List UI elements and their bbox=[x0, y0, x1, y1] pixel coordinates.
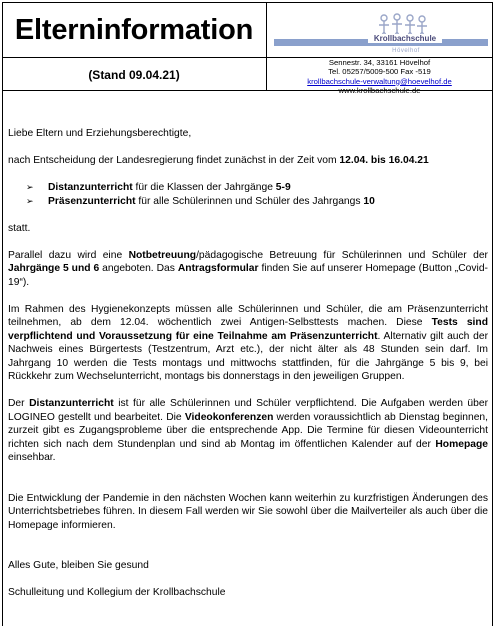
list-item: ➢ Präsenzunterricht für alle Schülerinnen und Schüler des Jahrgangs 10 bbox=[26, 195, 375, 207]
list-item: ➢ Distanzunterricht für die Klassen der Jahrgänge 5-9 bbox=[26, 182, 291, 193]
address-street: Sennestr. 34, 33161 Hövelhof bbox=[328, 58, 431, 67]
arrow-bullet-icon: ➢ bbox=[26, 195, 34, 206]
hygiene-paragraph: Im Rahmen des Hygienekonzepts müssen alle Schülerinnen und Schüler, die am Präsenzunterricht teilnehmen, ab dem 12.04. wöchentlich zwei Antigen-Selbsttests machen. Diese Tests sind verpflichtend und Voraussetzung für eine Teilnahme am Präsenzunterricht. Alternativ gilt auch der Nachweis eines Bürgertests (Testzentrum, Arzt etc.), der nicht älter als 48 Stunden sein darf. Im Jahrgang 10 werden die Tests montags und mittwochs stattfinden, für die Jahrgänge 5 bis 9, bei Rückkehr zum Wechselunterricht, montags bis donnerstags in den jeweiligen Gruppen. bbox=[8, 303, 488, 382]
logo-name: Krollbachschule bbox=[368, 34, 442, 43]
arrow-bullet-icon: ➢ bbox=[26, 182, 34, 192]
signature-text: Schulleitung und Kollegium der Krollbachschule bbox=[8, 587, 226, 598]
intro-paragraph: nach Entscheidung der Landesregierung findet zunächst in der Zeit vom 12.04. bis 16.04.21 bbox=[8, 155, 429, 166]
notbetreuung-paragraph: Parallel dazu wird eine Notbetreuung/pädagogische Betreuung für Schülerinnen und Schüler der Jahrgänge 5 und 6 angeboten. Das Antragsformular finden Sie auf unserer Homepage (Button „Covid-19“). bbox=[8, 249, 488, 288]
school-logo bbox=[270, 8, 488, 54]
stand-date: (Stand 09.04.21) bbox=[88, 68, 180, 82]
entwicklung-paragraph: Die Entwicklung der Pandemie in den nächsten Wochen kann weiterhin zu kurzfristigen Änderungen des Unterrichtsbetriebes führen. In diesem Fall werden wir Sie sowohl über die Mailverteiler als auch über die Homepage informieren. bbox=[8, 492, 488, 531]
class-list bbox=[8, 181, 488, 208]
school-address bbox=[268, 58, 491, 95]
statt-text: statt. bbox=[8, 222, 31, 234]
logo-subtitle: Hövelhof bbox=[392, 48, 420, 54]
greeting: Liebe Eltern und Erziehungsberechtigte, bbox=[8, 128, 192, 139]
distanz-paragraph: Der Distanzunterricht ist für alle Schülerinnen und Schüler verpflichtend. Die Aufgaben werden über LOGINEO gestellt und bearbeitet. Die Videokonferenzen werden voraussichtlich ab Dienstag beginnen, zurzeit gibt es Zugangsprobleme über die entsprechende App. Die Termine für diesen Videounterricht richten sich nach dem Stundenplan und sind ab Montag im öffentlichen Kalender auf der Homepage einsehbar. bbox=[8, 398, 489, 463]
intro-dates: 12.04. bis 16.04.21 bbox=[339, 155, 429, 166]
header-divider-vertical bbox=[266, 2, 267, 90]
closing-text: Alles Gute, bleiben Sie gesund bbox=[8, 560, 149, 571]
letter-content bbox=[8, 127, 488, 600]
address-email-link[interactable]: krollbachschule-verwaltung@hoevelhof.de bbox=[307, 76, 452, 86]
page-title: Elterninformation bbox=[14, 14, 254, 46]
logo-figures-icon bbox=[370, 12, 436, 50]
address-phone: Tel. 05257/5009-500 Fax -519 bbox=[328, 67, 431, 77]
address-website[interactable]: www.krollbachschule.de bbox=[338, 85, 421, 95]
